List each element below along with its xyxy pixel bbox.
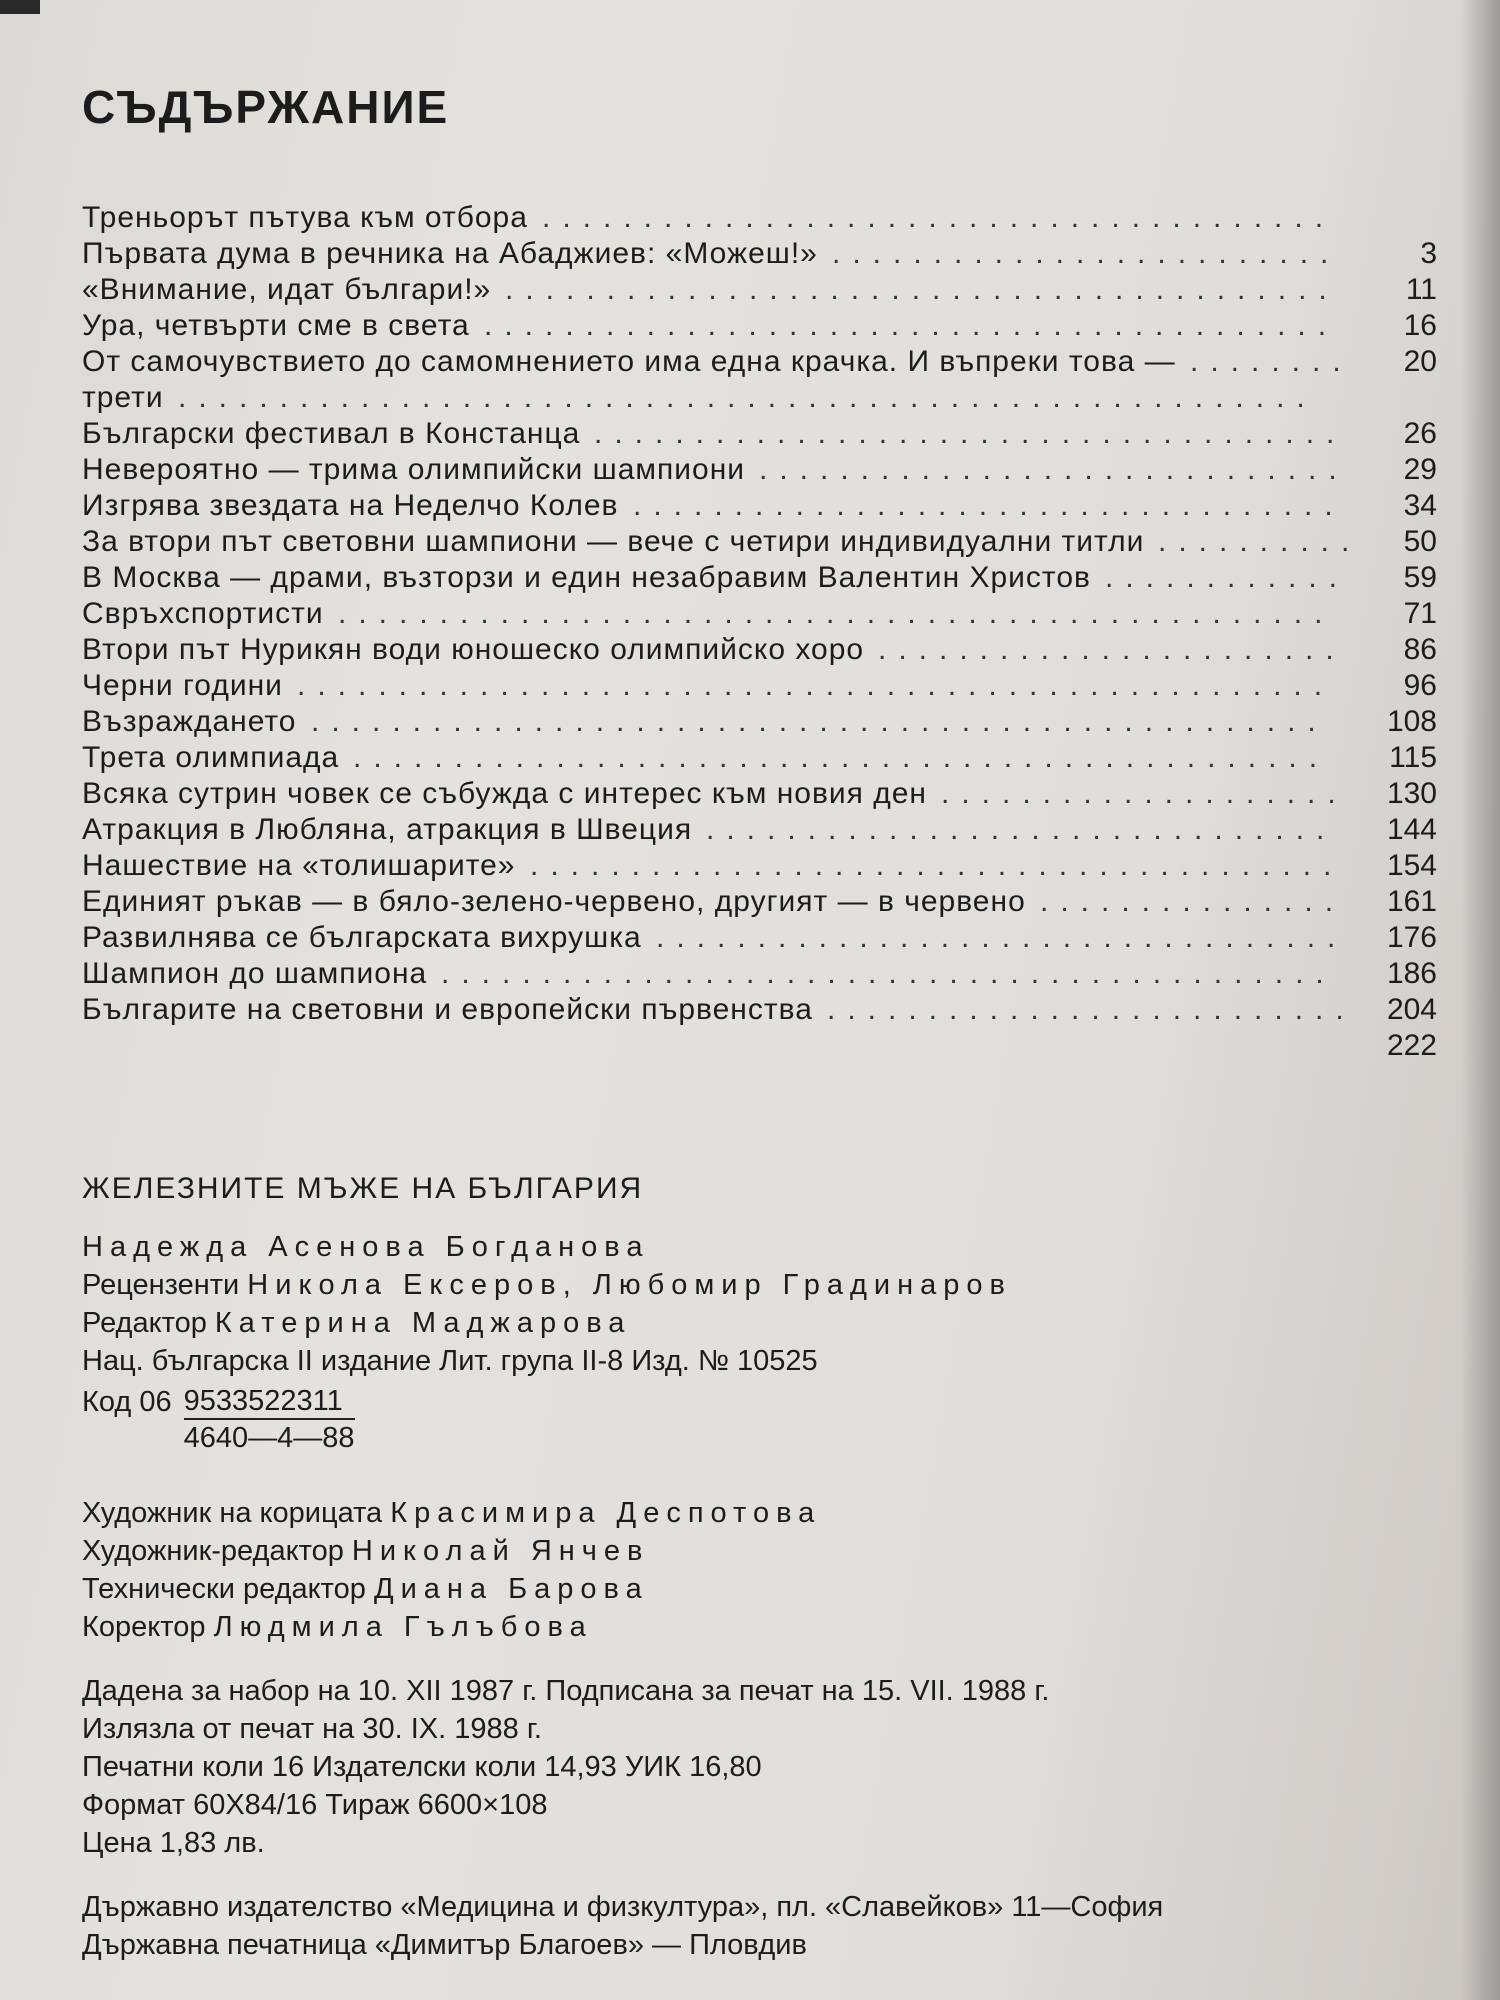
reviewers: Никола Ексеров, Любомир Градинаров bbox=[247, 1269, 1012, 1301]
toc-dot-leader: ............................. bbox=[759, 453, 1349, 486]
toc-row bbox=[82, 524, 1462, 560]
page-edge-shadow bbox=[1460, 0, 1500, 2000]
tech-editor: Диана Барова bbox=[373, 1573, 649, 1605]
toc-dot-leader: ................................... bbox=[633, 489, 1345, 522]
toc-title: Изгрява звездата на Неделчо Колев bbox=[82, 489, 619, 522]
proofreader: Людмила Гълъбова bbox=[213, 1611, 593, 1643]
toc-dot-leader: ..................................... bbox=[594, 417, 1347, 450]
toc-page-number: 29 bbox=[1403, 453, 1437, 486]
cover-artist: Красимира Деспотова bbox=[390, 1497, 822, 1529]
toc-dot-leader: ................................................ bbox=[353, 741, 1330, 774]
toc-title: За втори път световни шампиони — вече с четири индивидуални титли bbox=[82, 525, 1145, 558]
toc-page-number: 71 bbox=[1403, 597, 1437, 630]
toc-row bbox=[82, 452, 1462, 488]
toc-title: Шампион до шампиона bbox=[82, 957, 428, 990]
print-line-3: Печатни коли 16 Издателски коли 14,93 УИК 16,80 bbox=[82, 1751, 762, 1783]
toc-row bbox=[82, 560, 1462, 596]
toc-title: Единият ръкав — в бяло-зелено-червено, другият — в червено bbox=[82, 885, 1026, 918]
page-corner-shadow bbox=[0, 0, 40, 14]
editor: Катерина Маджарова bbox=[214, 1307, 632, 1339]
toc-row bbox=[82, 632, 1462, 668]
toc-title: Първата дума в речника на Абаджиев: «Можеш!» bbox=[82, 237, 818, 270]
kod-top: 9533522311 bbox=[184, 1384, 355, 1420]
toc-page-number: 222 bbox=[1386, 1029, 1437, 1062]
toc-dot-leader: ....................... bbox=[878, 633, 1346, 666]
toc-dot-leader: .......................................... bbox=[484, 309, 1339, 342]
toc-page-number: 26 bbox=[1403, 417, 1437, 450]
toc-page-number: 115 bbox=[1389, 741, 1437, 774]
toc-page-number: 11 bbox=[1405, 273, 1437, 306]
toc-title: Треньорът пътува към отбора bbox=[82, 201, 528, 234]
toc-title: Развилнява се българската вихрушка bbox=[82, 921, 642, 954]
printer: Държавна печатница «Димитър Благоев» — Пловдив bbox=[82, 1929, 807, 1961]
toc-dot-leader: ........................................................ bbox=[178, 381, 1317, 414]
edition-line: Нац. българска II издание Лит. група II-8 Изд. № 10525 bbox=[82, 1345, 818, 1377]
toc-title: Ура, четвърти сме в света bbox=[82, 309, 470, 342]
table-of-contents bbox=[82, 200, 1462, 1064]
toc-title: Атракция в Любляна, атракция в Швеция bbox=[82, 813, 693, 846]
toc-dot-leader: ........ bbox=[1190, 345, 1353, 378]
cover-artist-line bbox=[82, 1494, 1422, 1532]
art-editor: Николай Янчев bbox=[351, 1535, 650, 1567]
kod-bottom: 4640—4—88 bbox=[183, 1422, 355, 1454]
toc-dot-leader: .................................................. bbox=[311, 705, 1328, 738]
toc-row bbox=[82, 344, 1462, 380]
toc-dot-leader: ......................................... bbox=[505, 273, 1339, 306]
toc-title: Всяка сутрин човек се събужда с интерес към новия ден bbox=[82, 777, 927, 810]
editor-label: Редактор bbox=[82, 1307, 207, 1339]
reviewers-label: Рецензенти bbox=[82, 1269, 240, 1301]
toc-title: В Москва — драми, възторзи и един незабравим Валентин Христов bbox=[82, 561, 1091, 594]
toc-title: «Внимание, идат българи!» bbox=[82, 273, 492, 306]
tech-editor-line bbox=[82, 1570, 1422, 1608]
toc-dot-leader: ....................................... bbox=[542, 201, 1336, 234]
toc-row bbox=[82, 740, 1462, 776]
toc-row bbox=[82, 704, 1462, 740]
art-editor-line bbox=[82, 1532, 1422, 1570]
reviewers-line bbox=[82, 1266, 1422, 1304]
toc-row bbox=[82, 380, 1462, 416]
toc-row bbox=[82, 956, 1462, 992]
toc-dot-leader: ........................................ bbox=[530, 849, 1344, 882]
toc-dot-leader: .......................... bbox=[827, 993, 1356, 1026]
toc-page-number: 96 bbox=[1403, 669, 1437, 702]
toc-page-number: 50 bbox=[1403, 525, 1437, 558]
toc-row bbox=[82, 920, 1462, 956]
toc-row bbox=[82, 308, 1462, 344]
publisher: Държавно издателство «Медицина и физкултура», пл. «Славейков» 11—София bbox=[82, 1891, 1164, 1923]
toc-title: Възраждането bbox=[82, 705, 297, 738]
toc-row bbox=[82, 776, 1462, 812]
book-title: ЖЕЛЕЗНИТЕ МЪЖЕ НА БЪЛГАРИЯ bbox=[82, 1172, 644, 1205]
toc-dot-leader: .................... bbox=[941, 777, 1348, 810]
toc-title: Невероятно — трима олимпийски шампиони bbox=[82, 453, 746, 486]
toc-page-number: 130 bbox=[1386, 777, 1437, 810]
tech-editor-label: Технически редактор bbox=[82, 1573, 366, 1605]
toc-dot-leader: .................................. bbox=[656, 921, 1348, 954]
toc-page-number: 20 bbox=[1403, 345, 1437, 378]
toc-row bbox=[82, 596, 1462, 632]
kod-fraction bbox=[184, 1384, 355, 1456]
toc-dot-leader: ................................................. bbox=[338, 597, 1335, 630]
toc-row bbox=[82, 884, 1462, 920]
toc-row bbox=[82, 812, 1462, 848]
toc-dot-leader: ............................................ bbox=[441, 957, 1336, 990]
toc-title: Трета олимпиада bbox=[82, 741, 340, 774]
toc-row bbox=[82, 236, 1462, 272]
toc-row bbox=[82, 272, 1462, 308]
toc-row bbox=[82, 200, 1462, 236]
toc-dot-leader: ......................... bbox=[832, 237, 1341, 270]
toc-page-number: 161 bbox=[1386, 885, 1437, 918]
toc-row bbox=[82, 1028, 1462, 1064]
toc-title: Свръхспортисти bbox=[82, 597, 324, 630]
toc-title: Български фестивал в Констанца bbox=[82, 417, 581, 450]
print-line-5: Цена 1,83 лв. bbox=[82, 1827, 265, 1859]
toc-title: Черни години bbox=[82, 669, 283, 702]
toc-page-number: 59 bbox=[1403, 561, 1437, 594]
print-line-4: Формат 60Х84/16 Тираж 6600×108 bbox=[82, 1789, 548, 1821]
toc-row bbox=[82, 488, 1462, 524]
toc-page-number: 16 bbox=[1403, 309, 1437, 342]
toc-page-number: 154 bbox=[1386, 849, 1437, 882]
toc-page-number: 3 bbox=[1420, 237, 1437, 270]
toc-row bbox=[82, 416, 1462, 452]
cover-artist-label: Художник на корицата bbox=[82, 1497, 383, 1529]
colophon bbox=[82, 1170, 1422, 1964]
proofreader-line bbox=[82, 1608, 1422, 1646]
toc-page-number: 86 bbox=[1403, 633, 1437, 666]
toc-page-number: 34 bbox=[1403, 489, 1437, 522]
toc-dot-leader: ............... bbox=[1040, 885, 1346, 918]
toc-title: Втори път Нурикян води юношеско олимпийско хоро bbox=[82, 633, 865, 666]
toc-page-number: 144 bbox=[1386, 813, 1437, 846]
toc-row bbox=[82, 848, 1462, 884]
print-line-2: Излязла от печат на 30. IX. 1988 г. bbox=[82, 1713, 542, 1745]
toc-page-number: 186 bbox=[1386, 957, 1437, 990]
toc-dot-leader: ................................................... bbox=[297, 669, 1335, 702]
toc-page-number: 108 bbox=[1386, 705, 1437, 738]
print-line-1: Дадена за набор на 10. XII 1987 г. Подписана за печат на 15. VII. 1988 г. bbox=[82, 1675, 1050, 1707]
kod-block bbox=[82, 1384, 1422, 1456]
kod-label: Код 06 bbox=[82, 1386, 172, 1418]
contents-heading: СЪДЪРЖАНИЕ bbox=[82, 81, 450, 133]
toc-title: трети bbox=[82, 381, 164, 414]
toc-title: Нашествие на «толишарите» bbox=[82, 849, 516, 882]
toc-dot-leader: ............................... bbox=[706, 813, 1337, 846]
toc-row bbox=[82, 992, 1462, 1028]
toc-page-number: 176 bbox=[1386, 921, 1437, 954]
toc-row bbox=[82, 668, 1462, 704]
art-editor-label: Художник-редактор bbox=[82, 1535, 344, 1567]
toc-page-number: 204 bbox=[1386, 993, 1437, 1026]
toc-dot-leader: ............ bbox=[1105, 561, 1350, 594]
editor-line bbox=[82, 1304, 1422, 1342]
author: Надежда Асенова Богданова bbox=[82, 1231, 650, 1263]
toc-dot-leader: .......... bbox=[1158, 525, 1362, 558]
proofreader-label: Коректор bbox=[82, 1611, 206, 1643]
toc-title: Българите на световни и европейски първенства bbox=[82, 993, 813, 1026]
toc-title: От самочувствието до самомнението има една крачка. И въпреки това — bbox=[82, 345, 1176, 378]
